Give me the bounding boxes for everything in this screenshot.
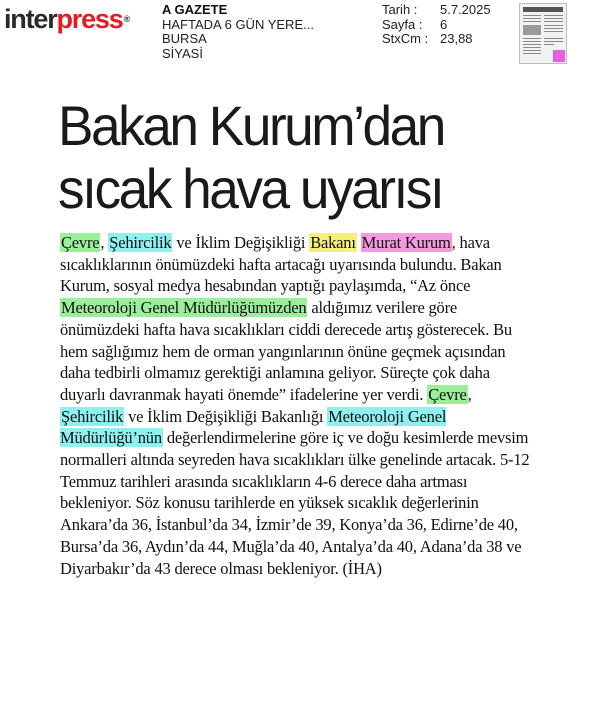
body-text-segment: değerlendirmelerine göre iç ve doğu kesimlerde mevsim normalleri altında seyreden hava sıcaklıkları ülke genelinde artacak. 5-12 Temmuz tarihleri arasında sıcaklıkların 4-6 derece daha artması bekleniyor. Söz konusu tarihlerde en yüksek sıcaklık değerlerinin Ankara’da 36, İstanbul’da 34, İzmir’de 39, Konya’da 36, Edirne’de 40, Bursa’da 36, Aydın’da 44, Muğla’da 40, Antalya’da 40, Adana’da 38 ve Diyarbakır’da 43 derece olması bekleniyor. (İHA) (60, 428, 530, 578)
clipping-info (382, 3, 491, 47)
interpress-logo (4, 4, 129, 34)
area-value: 23,88 (440, 31, 473, 46)
body-text-segment: ve İklim Değişikliği Bakanlığı (124, 406, 328, 426)
article-body (60, 232, 530, 579)
date-label: Tarih : (382, 2, 418, 17)
body-text-segment: aldığımız verilere göre önümüzdeki hafta hava sıcaklıkları ciddi derecede artış gösterecek. Bu hem sağlığımız hem de orman yangınlarının önüne geçmek açısından daha tedbirli olmamız gerektiği anlamına geliyor. Süreçte çok daha duyarlı davranmak hayati önemde” ifadelerine yer verdi. (60, 298, 512, 404)
body-text-segment: , (467, 384, 472, 404)
date-row (382, 3, 491, 18)
body-text-segment: , hava sıcaklıklarının önümüzdeki hafta artacağı uyarısında bulundu. Bakan Kurum, sosyal medya hesabından yaptığı paylaşımda, “Az önce (60, 233, 502, 296)
headline-line-1: Bakan Kurum’dan (58, 94, 444, 157)
highlighted-term: Çevre (428, 384, 467, 404)
highlighted-term: Meteoroloji Genel Müdürlüğü’nün (60, 406, 447, 448)
clip-location-marker (553, 50, 565, 62)
article-headline (58, 94, 444, 220)
publication-frequency: HAFTADA 6 GÜN YERE... (162, 16, 314, 32)
publication-meta (162, 3, 314, 61)
logo-text-inter: inter (4, 4, 57, 34)
highlighted-term: Murat Kurum (361, 233, 451, 252)
date-value: 5.7.2025 (440, 2, 491, 17)
body-text-segment: , (100, 233, 109, 252)
area-row (382, 32, 491, 47)
page-label: Sayfa : (382, 16, 423, 32)
highlighted-term: Çevre (61, 233, 100, 252)
body-text-segment: ve İklim Değişikliği (172, 233, 310, 252)
publication-section: SİYASİ (162, 45, 203, 61)
highlighted-term: Bakanı (310, 233, 356, 252)
page-row (382, 18, 491, 33)
headline-line-2: sıcak hava uyarısı (58, 157, 443, 220)
page-value: 6 (440, 16, 448, 32)
publication-city: BURSA (162, 31, 207, 46)
area-label: StxCm : (382, 31, 429, 46)
highlighted-term: Şehircilik (61, 406, 124, 426)
logo-text-press: press (56, 4, 123, 34)
page-thumbnail[interactable] (519, 3, 567, 64)
highlighted-term: Meteoroloji Genel Müdürlüğümüzden (61, 298, 307, 318)
publication-name: A GAZETE (162, 2, 228, 17)
logo-registered-mark: ® (123, 14, 130, 24)
highlighted-term: Şehircilik (109, 233, 172, 252)
